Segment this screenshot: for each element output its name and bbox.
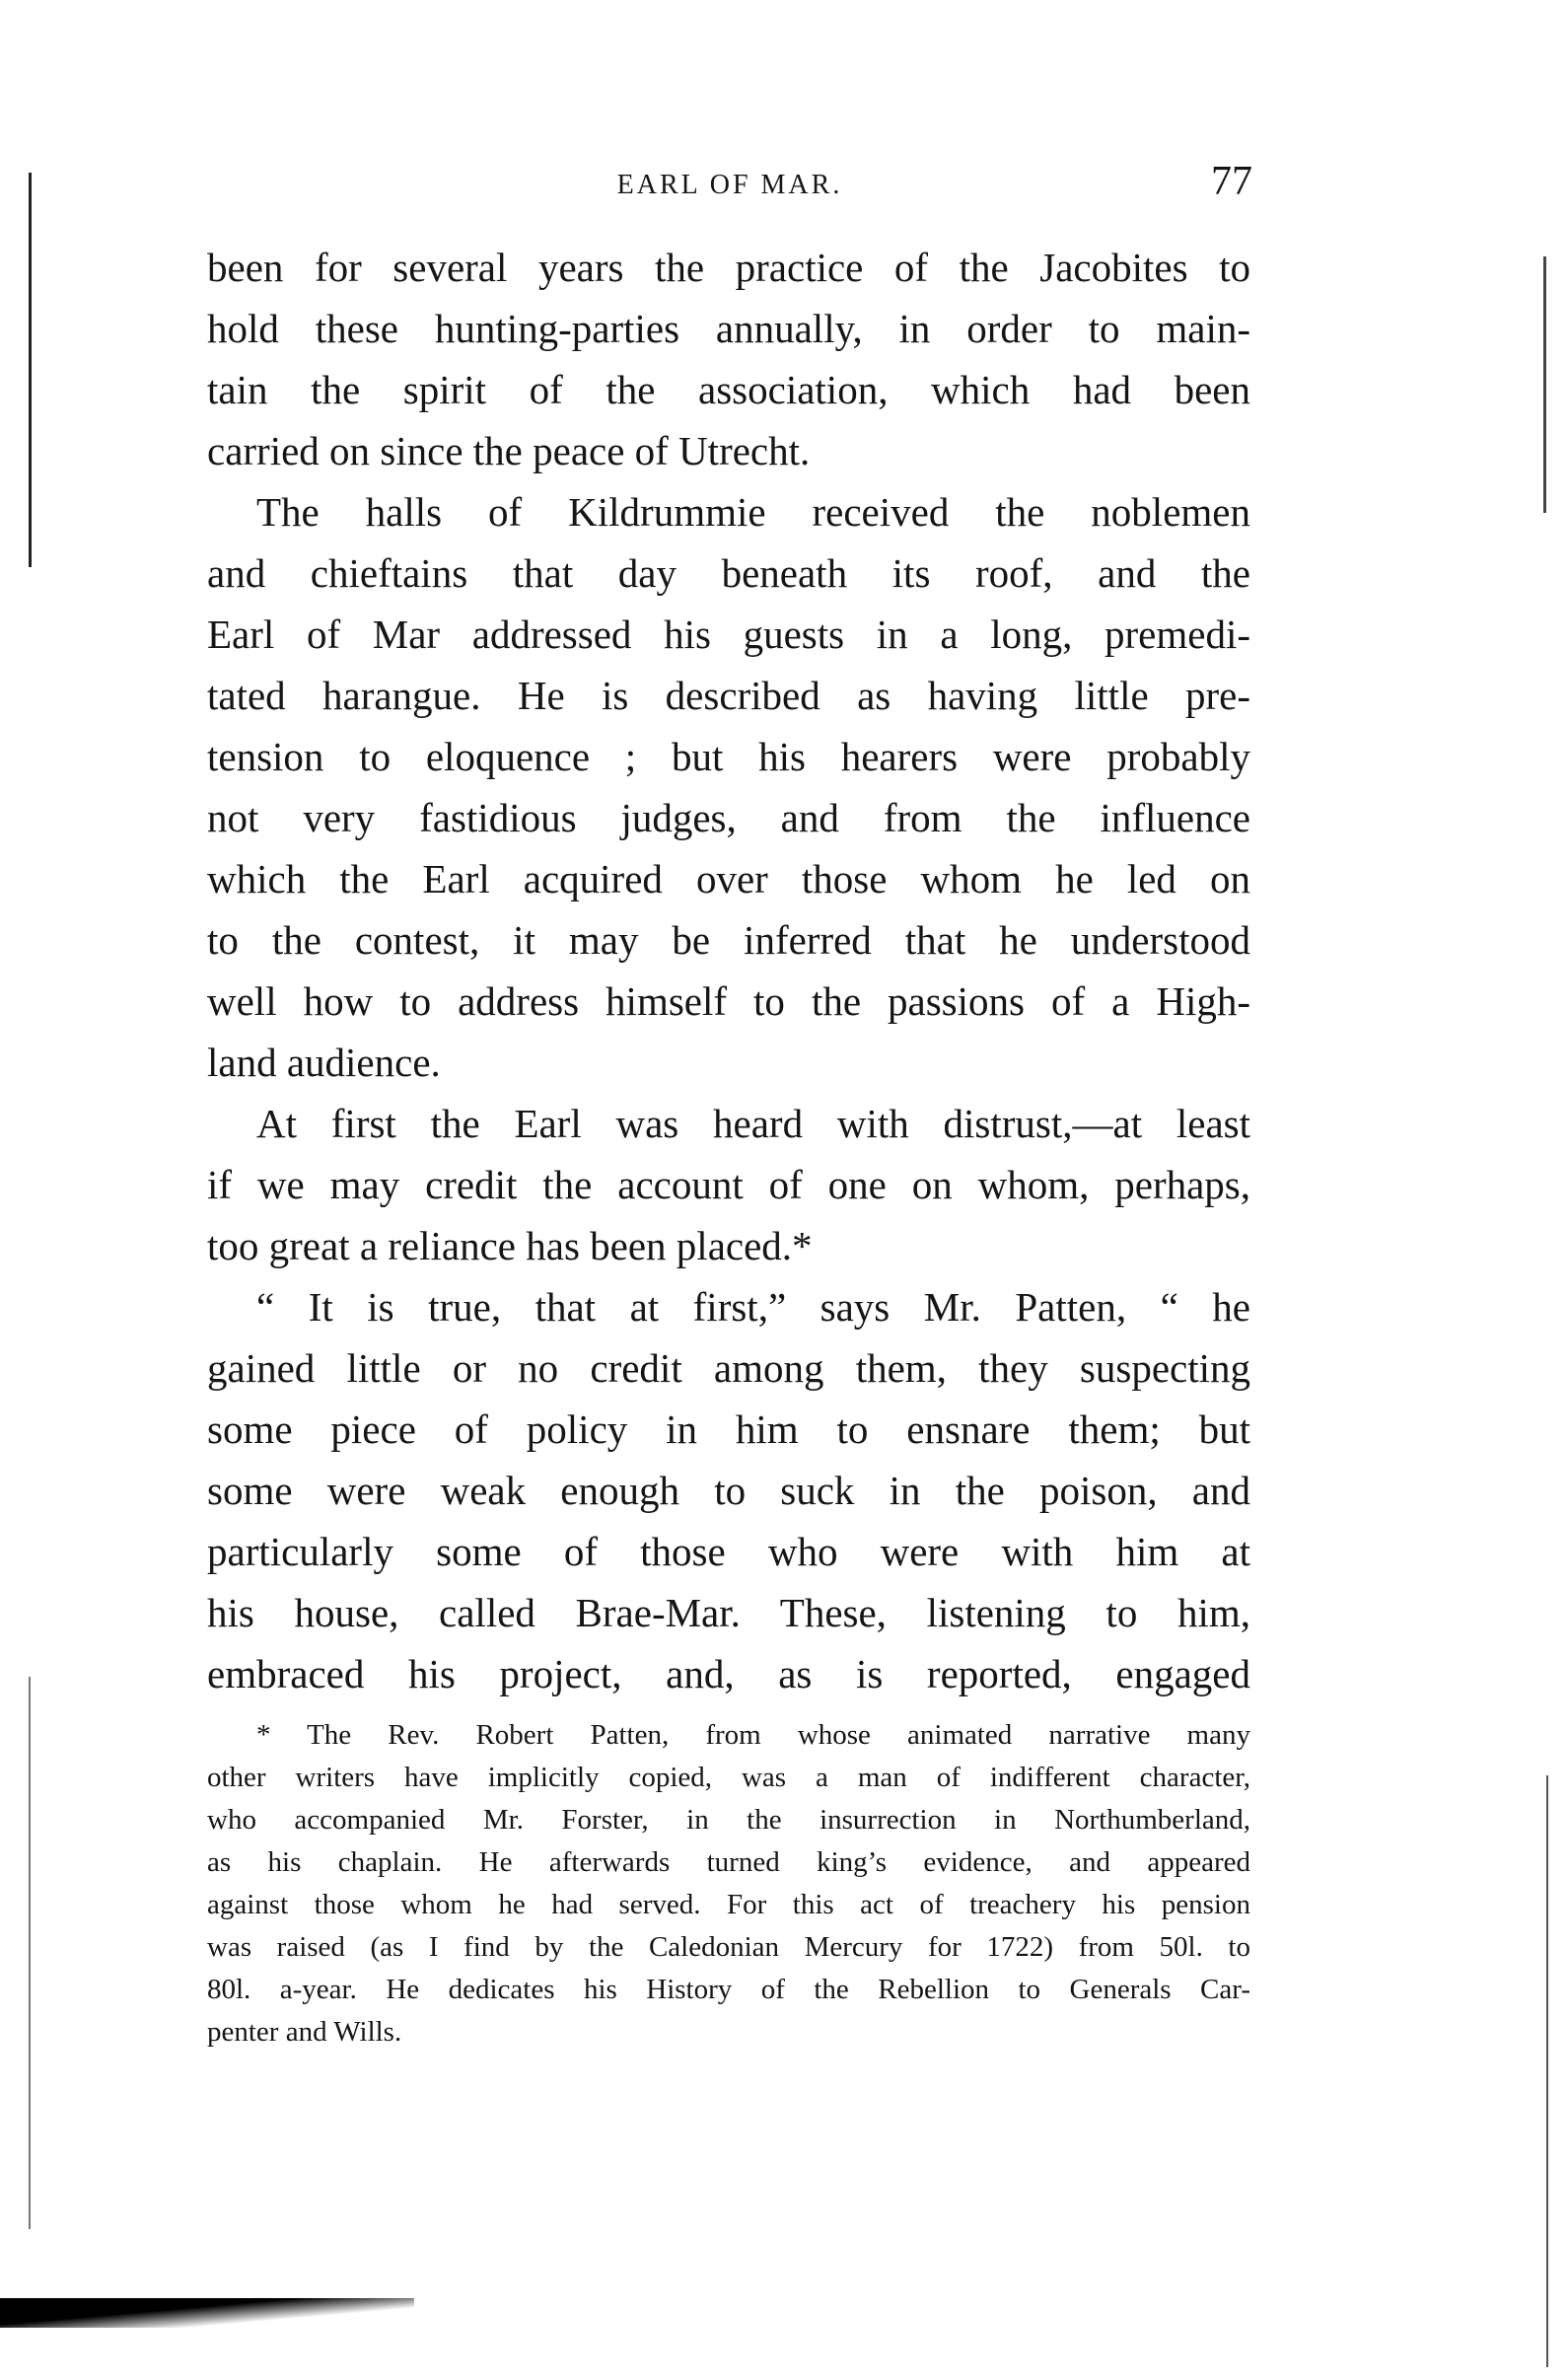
footnote-line: other writers have implicitly copied, was a man of indifferent character, [207, 1762, 1250, 1793]
running-head [207, 158, 1252, 207]
body-text [207, 237, 1250, 1704]
footnote-line: 80l. a-year. He dedicates his History of the Rebellion to Generals Car- [207, 1974, 1250, 2005]
text-line: particularly some of those who were with him at [207, 1529, 1250, 1574]
text-line: carried on since the peace of Utrecht. [207, 428, 811, 473]
running-title: EARL OF MAR. [616, 170, 843, 200]
page-number: 77 [1211, 159, 1252, 204]
text-line: to the contest, it may be inferred that he understood [207, 917, 1250, 963]
footnote-line: as his chaplain. He afterwards turned king’s evidence, and appeared [207, 1846, 1250, 1878]
text-line: At first the Earl was heard with distrust,—at least [256, 1101, 1250, 1146]
paragraph [207, 481, 1250, 1093]
footnote-line: penter and Wills. [207, 2016, 402, 2048]
text-line: his house, called Brae-Mar. These, listening to him, [207, 1590, 1250, 1635]
text-line: if we may credit the account of one on whom, perhaps, [207, 1162, 1250, 1207]
paragraph [207, 1276, 1250, 1704]
scan-smear [0, 2298, 414, 2328]
text-line: been for several years the practice of the Jacobites to [207, 245, 1250, 290]
text-line: hold these hunting-parties annually, in order to main- [207, 306, 1250, 351]
text-line: gained little or no credit among them, they suspecting [207, 1345, 1250, 1391]
text-line: too great a reliance has been placed.* [207, 1223, 813, 1268]
footnote-line: against those whom he had served. For this act of treachery his pension [207, 1889, 1250, 1920]
scan-edge-mark [1546, 1775, 1548, 2367]
scan-edge-mark [1543, 256, 1546, 513]
text-line: and chieftains that day beneath its roof, and the [207, 550, 1250, 596]
text-line: The halls of Kildrummie received the noblemen [256, 489, 1250, 535]
paragraph [207, 237, 1250, 481]
text-line: well how to address himself to the passions of a High- [207, 978, 1250, 1024]
text-line: “ It is true, that at first,” says Mr. Patten, “ he [256, 1284, 1250, 1330]
text-line: which the Earl acquired over those whom he led on [207, 856, 1250, 901]
scan-edge-mark [29, 173, 32, 567]
text-line: tain the spirit of the association, which had been [207, 367, 1250, 412]
text-line: some were weak enough to suck in the poison, and [207, 1468, 1250, 1513]
text-line: tated harangue. He is described as having little pre- [207, 673, 1250, 718]
text-line: Earl of Mar addressed his guests in a long, premedi- [207, 612, 1250, 657]
scan-edge-mark [29, 1677, 31, 2229]
text-line: embraced his project, and, as is reported, engaged [207, 1651, 1250, 1696]
footnote-line: was raised (as I find by the Caledonian Mercury for 1722) from 50l. to [207, 1931, 1250, 1963]
footnote [207, 1714, 1250, 2054]
footnote-line: who accompanied Mr. Forster, in the insurrection in Northumberland, [207, 1804, 1250, 1836]
paragraph [207, 1093, 1250, 1276]
footnote-line: * The Rev. Robert Patten, from whose animated narrative many [256, 1719, 1250, 1751]
text-line: land audience. [207, 1040, 441, 1085]
text-line: tension to eloquence ; but his hearers were probably [207, 734, 1250, 779]
text-line: some piece of policy in him to ensnare them; but [207, 1406, 1250, 1452]
text-line: not very fastidious judges, and from the influence [207, 795, 1250, 840]
